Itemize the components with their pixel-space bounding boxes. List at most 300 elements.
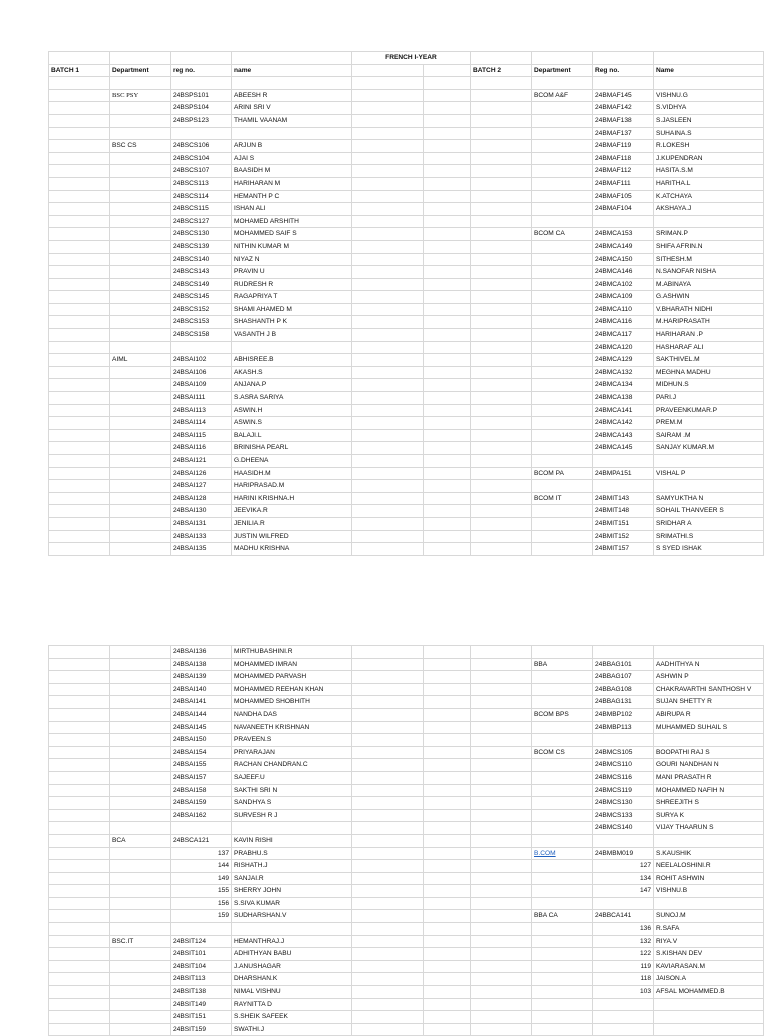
blank-cell xyxy=(352,998,424,1011)
name-2-cell: SOHAIL THANVEER S xyxy=(654,505,764,518)
reg-no-2-cell: 24BMCA120 xyxy=(593,341,654,354)
department-cell xyxy=(110,505,171,518)
batch-2-cell xyxy=(471,114,532,127)
blank-cell xyxy=(424,948,471,961)
blank-cell xyxy=(352,759,424,772)
reg-no-cell: 24BSIT124 xyxy=(171,935,232,948)
name-cell: DHARSHAN.K xyxy=(232,973,352,986)
name-2-cell xyxy=(654,77,764,90)
name-cell: SHAMI AHAMED M xyxy=(232,303,352,316)
reg-no-cell: 24BSAI138 xyxy=(171,658,232,671)
name-cell: KAVIN RISHI xyxy=(232,834,352,847)
batch-2-cell xyxy=(471,923,532,936)
reg-no-2-cell: 103 xyxy=(593,986,654,999)
batch-1-cell xyxy=(49,822,110,835)
department-cell xyxy=(110,253,171,266)
blank-cell xyxy=(352,708,424,721)
reg-no-2-cell: 24BMAF142 xyxy=(593,102,654,115)
department-2-cell xyxy=(532,442,593,455)
department-2-cell xyxy=(532,671,593,684)
reg-no-cell: 149 xyxy=(171,872,232,885)
blank-cell xyxy=(352,658,424,671)
department-2-cell xyxy=(532,1011,593,1024)
department-2-cell xyxy=(532,973,593,986)
department-cell xyxy=(110,658,171,671)
department-cell xyxy=(110,203,171,216)
name-cell: ABEESH R xyxy=(232,89,352,102)
department-2-cell xyxy=(532,127,593,140)
table-row xyxy=(49,341,764,354)
reg-no-2-cell: 24BMCA132 xyxy=(593,366,654,379)
reg-no-cell: 156 xyxy=(171,897,232,910)
reg-no-2-cell: 147 xyxy=(593,885,654,898)
header-empty xyxy=(424,64,471,77)
reg-no-2-cell xyxy=(593,1011,654,1024)
table-row xyxy=(49,77,764,90)
batch-1-cell xyxy=(49,721,110,734)
name-cell: NIMAL VISHNU xyxy=(232,986,352,999)
reg-no-cell: 24BSAI111 xyxy=(171,392,232,405)
blank-cell xyxy=(352,797,424,810)
blank-cell xyxy=(352,215,424,228)
batch-2-cell xyxy=(471,253,532,266)
batch-1-cell xyxy=(49,872,110,885)
blank-cell xyxy=(352,671,424,684)
blank-cell xyxy=(424,429,471,442)
name-2-cell: N.SANOFAR NISHA xyxy=(654,266,764,279)
department-link[interactable]: B.COM xyxy=(532,847,593,860)
name-2-cell: KAVIARASAN.M xyxy=(654,960,764,973)
header-name-2: Name xyxy=(654,64,764,77)
department-cell xyxy=(110,1011,171,1024)
blank-cell xyxy=(424,721,471,734)
blank-cell xyxy=(352,822,424,835)
reg-no-2-cell: 24BMCA138 xyxy=(593,392,654,405)
reg-no-cell: 24BSAI155 xyxy=(171,759,232,772)
name-cell: RISHATH.J xyxy=(232,860,352,873)
name-cell: MADHU KRISHNA xyxy=(232,543,352,556)
blank-cell xyxy=(424,671,471,684)
reg-no-2-cell: 24BBCA141 xyxy=(593,910,654,923)
name-cell: HARINI KRISHNA.H xyxy=(232,492,352,505)
table-row xyxy=(49,329,764,342)
name-2-cell: SUNOJ.M xyxy=(654,910,764,923)
batch-2-cell xyxy=(471,429,532,442)
batch-2-cell xyxy=(471,341,532,354)
name-2-cell: SANJAY KUMAR.M xyxy=(654,442,764,455)
batch-2-cell xyxy=(471,721,532,734)
batch-2-cell xyxy=(471,291,532,304)
table-row xyxy=(49,973,764,986)
header-name: name xyxy=(232,64,352,77)
department-2-cell xyxy=(532,165,593,178)
name-cell: ASWIN.H xyxy=(232,404,352,417)
table-row xyxy=(49,696,764,709)
batch-1-cell xyxy=(49,696,110,709)
batch-2-cell xyxy=(471,543,532,556)
name-cell: SURVESH R J xyxy=(232,809,352,822)
department-2-cell: BBA CA xyxy=(532,910,593,923)
department-2-cell xyxy=(532,809,593,822)
reg-no-cell: 24BSCS113 xyxy=(171,177,232,190)
batch-1-cell xyxy=(49,492,110,505)
name-2-cell xyxy=(654,480,764,493)
blank-cell xyxy=(424,646,471,659)
department-2-cell xyxy=(532,771,593,784)
department-cell xyxy=(110,278,171,291)
name-cell: SANJAI.R xyxy=(232,872,352,885)
batch-2-cell xyxy=(471,530,532,543)
name-cell: BALAJI.L xyxy=(232,429,352,442)
table-row xyxy=(49,190,764,203)
batch-2-cell xyxy=(471,797,532,810)
department-2-cell: BCOM BPS xyxy=(532,708,593,721)
name-2-cell: J.KUPENDRAN xyxy=(654,152,764,165)
blank-cell xyxy=(424,303,471,316)
name-2-cell: HARIHARAN .P xyxy=(654,329,764,342)
name-2-cell: SHREEJITH S xyxy=(654,797,764,810)
reg-no-2-cell: 24BMAF145 xyxy=(593,89,654,102)
batch-2-cell xyxy=(471,746,532,759)
name-2-cell: SITHESH.M xyxy=(654,253,764,266)
table-row xyxy=(49,165,764,178)
blank-cell xyxy=(424,784,471,797)
blank-cell xyxy=(352,973,424,986)
batch-2-cell xyxy=(471,910,532,923)
name-cell: NANDHA DAS xyxy=(232,708,352,721)
reg-no-2-cell: 24BMPA151 xyxy=(593,467,654,480)
header-row xyxy=(49,64,764,77)
blank-cell xyxy=(424,102,471,115)
batch-2-cell xyxy=(471,215,532,228)
blank-cell xyxy=(352,734,424,747)
reg-no-cell: 24BSAI133 xyxy=(171,530,232,543)
table-row xyxy=(49,708,764,721)
blank-cell xyxy=(352,696,424,709)
table-row xyxy=(49,89,764,102)
table-row xyxy=(49,291,764,304)
batch-1-cell xyxy=(49,140,110,153)
blank-cell xyxy=(424,860,471,873)
blank-cell xyxy=(424,822,471,835)
batch-2-cell xyxy=(471,998,532,1011)
batch-1-cell xyxy=(49,228,110,241)
blank-cell xyxy=(352,266,424,279)
name-cell: HEMANTHRAJ.J xyxy=(232,935,352,948)
batch-2-cell xyxy=(471,404,532,417)
batch-2-cell xyxy=(471,316,532,329)
batch-1-cell xyxy=(49,266,110,279)
department-cell xyxy=(110,872,171,885)
reg-no-cell: 24BSCS152 xyxy=(171,303,232,316)
department-cell xyxy=(110,228,171,241)
name-2-cell: MANI PRASATH R xyxy=(654,771,764,784)
sheet-title: FRENCH I-YEAR xyxy=(352,52,471,65)
batch-2-cell xyxy=(471,847,532,860)
name-2-cell: VIJAY THAARUN S xyxy=(654,822,764,835)
blank-cell xyxy=(352,165,424,178)
department-2-cell xyxy=(532,291,593,304)
batch-1-cell xyxy=(49,530,110,543)
blank-cell xyxy=(352,646,424,659)
name-cell xyxy=(232,923,352,936)
blank-cell xyxy=(424,203,471,216)
blank-cell xyxy=(424,771,471,784)
reg-no-2-cell: 24BMBM019 xyxy=(593,847,654,860)
department-2-cell xyxy=(532,379,593,392)
batch-1-cell xyxy=(49,1011,110,1024)
blank-cell xyxy=(424,379,471,392)
batch-2-cell xyxy=(471,417,532,430)
department-2-cell xyxy=(532,734,593,747)
name-2-cell: K.ATCHAYA xyxy=(654,190,764,203)
name-cell: HARIPRASAD.M xyxy=(232,480,352,493)
department-cell xyxy=(110,530,171,543)
blank-cell xyxy=(424,960,471,973)
table-row xyxy=(49,266,764,279)
name-cell: ASWIN.S xyxy=(232,417,352,430)
blank-cell xyxy=(424,89,471,102)
batch-1-cell xyxy=(49,203,110,216)
name-cell: MIRTHUBASHINI.R xyxy=(232,646,352,659)
name-2-cell xyxy=(654,215,764,228)
table-row xyxy=(49,543,764,556)
table-row xyxy=(49,960,764,973)
blank-cell xyxy=(352,102,424,115)
department-cell xyxy=(110,973,171,986)
batch-2-cell xyxy=(471,152,532,165)
table-row xyxy=(49,771,764,784)
reg-no-2-cell: 24BMIT157 xyxy=(593,543,654,556)
reg-no-cell: 24BSAI159 xyxy=(171,797,232,810)
name-2-cell xyxy=(654,897,764,910)
name-cell: NITHIN KUMAR M xyxy=(232,240,352,253)
batch-2-cell xyxy=(471,366,532,379)
department-cell xyxy=(110,923,171,936)
batch-1-cell xyxy=(49,809,110,822)
blank-cell xyxy=(352,834,424,847)
reg-no-cell: 24BSCS140 xyxy=(171,253,232,266)
reg-no-2-cell: 24BMIT148 xyxy=(593,505,654,518)
table-row xyxy=(49,140,764,153)
reg-no-2-cell: 24BMCS130 xyxy=(593,797,654,810)
table-row xyxy=(49,492,764,505)
name-2-cell: R.LOKESH xyxy=(654,140,764,153)
name-2-cell: HASHARAF ALI xyxy=(654,341,764,354)
reg-no-2-cell: 24BMCA153 xyxy=(593,228,654,241)
reg-no-cell: 159 xyxy=(171,910,232,923)
name-cell: ABHISREE.B xyxy=(232,354,352,367)
name-2-cell: V.BHARATH NIDHI xyxy=(654,303,764,316)
blank-cell xyxy=(352,505,424,518)
name-cell: HEMANTH P C xyxy=(232,190,352,203)
department-cell xyxy=(110,543,171,556)
batch-1-cell xyxy=(49,190,110,203)
batch-2-cell xyxy=(471,517,532,530)
department-cell xyxy=(110,417,171,430)
table-row xyxy=(49,797,764,810)
table-row xyxy=(49,455,764,468)
name-cell: HARIHARAN M xyxy=(232,177,352,190)
reg-no-cell: 24BSCS115 xyxy=(171,203,232,216)
batch-2-cell xyxy=(471,834,532,847)
batch-1-cell xyxy=(49,177,110,190)
title-row xyxy=(49,52,764,65)
department-2-cell xyxy=(532,140,593,153)
reg-no-2-cell: 24BMIT151 xyxy=(593,517,654,530)
name-2-cell: MIDHUN.S xyxy=(654,379,764,392)
reg-no-cell: 24BSAI145 xyxy=(171,721,232,734)
reg-no-cell: 24BSAI121 xyxy=(171,455,232,468)
table-row xyxy=(49,809,764,822)
batch-2-cell xyxy=(471,973,532,986)
blank-cell xyxy=(352,417,424,430)
batch-1-cell xyxy=(49,960,110,973)
name-2-cell: MOHAMMED NAFIH N xyxy=(654,784,764,797)
batch-1-cell xyxy=(49,973,110,986)
department-2-cell xyxy=(532,759,593,772)
name-2-cell xyxy=(654,998,764,1011)
batch-1-cell xyxy=(49,1023,110,1036)
name-cell: ANJANA.P xyxy=(232,379,352,392)
reg-no-cell: 24BSAI130 xyxy=(171,505,232,518)
blank-cell xyxy=(352,329,424,342)
reg-no-2-cell: 24BMIT143 xyxy=(593,492,654,505)
department-cell xyxy=(110,379,171,392)
department-cell xyxy=(110,708,171,721)
reg-no-2-cell: 24BMCS140 xyxy=(593,822,654,835)
name-2-cell: SHIFA AFRIN.N xyxy=(654,240,764,253)
name-cell: S.SIVA KUMAR xyxy=(232,897,352,910)
header-empty xyxy=(352,64,424,77)
blank-cell xyxy=(424,341,471,354)
reg-no-cell: 24BSAI114 xyxy=(171,417,232,430)
reg-no-2-cell: 24BMCA110 xyxy=(593,303,654,316)
reg-no-cell: 24BSCS106 xyxy=(171,140,232,153)
blank-cell xyxy=(424,366,471,379)
blank-cell xyxy=(424,354,471,367)
batch-1-cell xyxy=(49,998,110,1011)
reg-no-2-cell xyxy=(593,215,654,228)
department-2-cell xyxy=(532,822,593,835)
department-2-cell xyxy=(532,784,593,797)
table-row xyxy=(49,517,764,530)
blank-cell xyxy=(352,240,424,253)
blank-cell xyxy=(352,897,424,910)
table-row xyxy=(49,316,764,329)
batch-1-cell xyxy=(49,771,110,784)
blank-cell xyxy=(424,316,471,329)
name-2-cell xyxy=(654,1011,764,1024)
reg-no-cell: 24BSAI158 xyxy=(171,784,232,797)
department-cell xyxy=(110,1023,171,1036)
blank-cell xyxy=(424,329,471,342)
department-cell xyxy=(110,517,171,530)
batch-1-cell xyxy=(49,114,110,127)
name-cell: PRAVIN U xyxy=(232,266,352,279)
blank-cell xyxy=(352,809,424,822)
reg-no-cell: 24BSAI140 xyxy=(171,683,232,696)
name-2-cell: PRAVEENKUMAR.P xyxy=(654,404,764,417)
batch-1-cell xyxy=(49,253,110,266)
name-cell: ISHAN ALI xyxy=(232,203,352,216)
blank-cell xyxy=(352,379,424,392)
reg-no-cell: 24BSCA121 xyxy=(171,834,232,847)
blank-cell xyxy=(424,455,471,468)
department-cell xyxy=(110,341,171,354)
reg-no-cell: 24BSAI113 xyxy=(171,404,232,417)
reg-no-cell: 24BSAI136 xyxy=(171,646,232,659)
table-row xyxy=(49,759,764,772)
reg-no-cell xyxy=(171,341,232,354)
batch-2-cell xyxy=(471,392,532,405)
reg-no-2-cell: 24BMCS133 xyxy=(593,809,654,822)
department-2-cell xyxy=(532,885,593,898)
name-2-cell: HASITA.S.M xyxy=(654,165,764,178)
reg-no-cell: 24BSAI157 xyxy=(171,771,232,784)
blank-cell xyxy=(352,872,424,885)
name-cell: ADHITHYAN BABU xyxy=(232,948,352,961)
department-cell xyxy=(110,734,171,747)
blank-cell xyxy=(424,215,471,228)
reg-no-cell: 24BSCS145 xyxy=(171,291,232,304)
department-cell xyxy=(110,671,171,684)
blank-cell xyxy=(424,530,471,543)
batch-2-cell xyxy=(471,935,532,948)
department-2-cell xyxy=(532,240,593,253)
batch-1-cell xyxy=(49,442,110,455)
batch-1-cell xyxy=(49,429,110,442)
name-cell: MOHAMMED IMRAN xyxy=(232,658,352,671)
reg-no-2-cell: 24BMAF137 xyxy=(593,127,654,140)
name-cell: MOHAMED ARSHITH xyxy=(232,215,352,228)
batch-1-cell xyxy=(49,797,110,810)
batch-1-cell xyxy=(49,240,110,253)
batch-1-cell xyxy=(49,860,110,873)
department-cell xyxy=(110,455,171,468)
table-row xyxy=(49,683,764,696)
reg-no-cell: 24BSAI162 xyxy=(171,809,232,822)
table-row xyxy=(49,872,764,885)
blank-cell xyxy=(352,316,424,329)
batch-2-cell xyxy=(471,708,532,721)
name-cell: BAASIDH M xyxy=(232,165,352,178)
blank-cell xyxy=(424,834,471,847)
department-cell xyxy=(110,683,171,696)
department-cell xyxy=(110,885,171,898)
department-2-cell xyxy=(532,278,593,291)
blank-cell xyxy=(352,190,424,203)
name-2-cell: ABIRUPA R xyxy=(654,708,764,721)
batch-2-cell xyxy=(471,102,532,115)
reg-no-2-cell: 24BMAF119 xyxy=(593,140,654,153)
department-cell xyxy=(110,986,171,999)
table-row xyxy=(49,998,764,1011)
batch-2-cell xyxy=(471,77,532,90)
batch-2-cell xyxy=(471,240,532,253)
department-cell xyxy=(110,266,171,279)
department-2-cell xyxy=(532,329,593,342)
table-row xyxy=(49,986,764,999)
department-cell: BSC.IT xyxy=(110,935,171,948)
blank-cell xyxy=(424,746,471,759)
name-cell: MOHAMMED REEHAN KHAN xyxy=(232,683,352,696)
name-cell: RACHAN CHANDRAN.C xyxy=(232,759,352,772)
batch-1-cell xyxy=(49,746,110,759)
table-row xyxy=(49,102,764,115)
batch-1-cell xyxy=(49,847,110,860)
department-cell xyxy=(110,127,171,140)
